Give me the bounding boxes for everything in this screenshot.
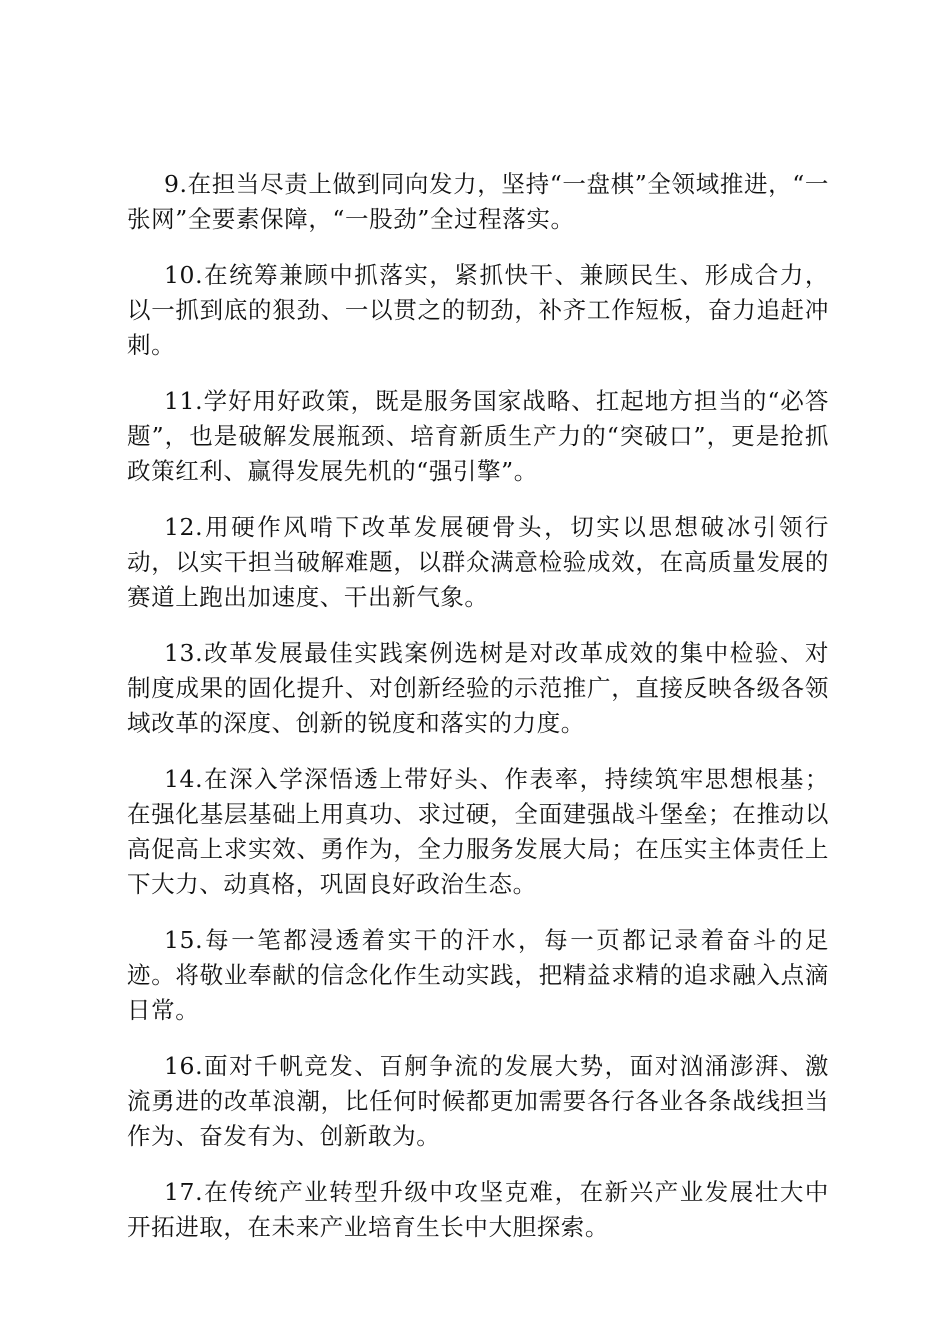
- paragraph-11: 11.学好用好政策，既是服务国家战略、扛起地方担当的“必答题”，也是破解发展瓶颈、培育新质生产力的“突破口”，更是抢抓政策红利、赢得发展先机的“强引擎”。: [127, 387, 829, 485]
- paragraph-9: 9.在担当尽责上做到同向发力，坚持“一盘棋”全领域推进，“一张网”全要素保障，“一股劲”全过程落实。: [127, 170, 829, 233]
- paragraph-16: 16.面对千帆竞发、百舸争流的发展大势，面对汹涌澎湃、激流勇进的改革浪潮，比任何时候都更加需要各行各业各条战线担当作为、奋发有为、创新敢为。: [127, 1052, 829, 1150]
- paragraph-13: 13.改革发展最佳实践案例选树是对改革成效的集中检验、对制度成果的固化提升、对创新经验的示范推广，直接反映各级各领域改革的深度、创新的锐度和落实的力度。: [127, 639, 829, 737]
- paragraph-10: 10.在统筹兼顾中抓落实，紧抓快干、兼顾民生、形成合力，以一抓到底的狠劲、一以贯之的韧劲，补齐工作短板，奋力追赶冲刺。: [127, 261, 829, 359]
- paragraph-15: 15.每一笔都浸透着实干的汗水，每一页都记录着奋斗的足迹。将敬业奉献的信念化作生动实践，把精益求精的追求融入点滴日常。: [127, 926, 829, 1024]
- paragraph-12: 12.用硬作风啃下改革发展硬骨头，切实以思想破冰引领行动，以实干担当破解难题，以群众满意检验成效，在高质量发展的赛道上跑出加速度、干出新气象。: [127, 513, 829, 611]
- document-body: [127, 167, 829, 1266]
- paragraph-17: 17.在传统产业转型升级中攻坚克难，在新兴产业发展壮大中开拓进取，在未来产业培育生长中大胆探索。: [127, 1178, 829, 1241]
- paragraph-14: 14.在深入学深悟透上带好头、作表率，持续筑牢思想根基；在强化基层基础上用真功、求过硬，全面建强战斗堡垒；在推动以高促高上求实效、勇作为，全力服务发展大局；在压实主体责任上下大力、动真格，巩固良好政治生态。: [127, 765, 829, 898]
